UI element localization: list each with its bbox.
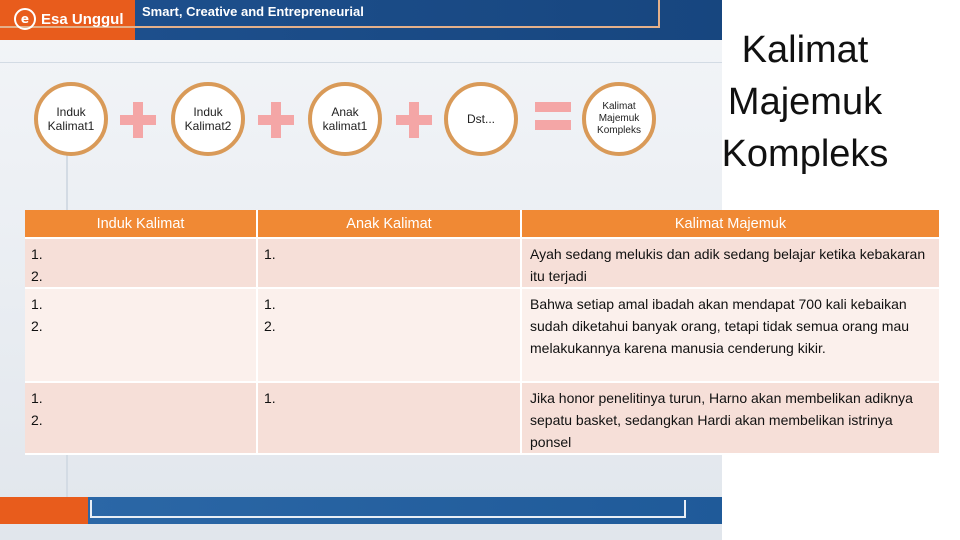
term-result	[582, 82, 656, 156]
column-header-kalimat: Kalimat Majemuk	[522, 210, 941, 239]
logo-text: Esa Unggul	[41, 10, 124, 28]
list-number: 1.	[31, 246, 43, 262]
induk-cell	[25, 383, 258, 455]
slogan: Smart, Creative and Entrepreneurial	[142, 4, 364, 19]
term-label: Induk Kalimat2	[184, 104, 232, 133]
plus-icon	[120, 102, 156, 138]
induk-cell	[25, 289, 258, 383]
list-number: 1.	[31, 390, 43, 406]
examples-table	[25, 210, 941, 455]
list-number: 2.	[31, 268, 43, 284]
column-header-induk: Induk Kalimat	[25, 210, 258, 239]
list-number: 2.	[264, 318, 276, 334]
anak-cell	[258, 289, 522, 383]
list-number: 1.	[264, 390, 276, 406]
list-number: 2.	[31, 318, 43, 334]
table-header-row	[25, 210, 941, 239]
induk-cell	[25, 239, 258, 289]
term-anak-kalimat1	[308, 82, 382, 156]
plus-icon	[258, 102, 294, 138]
term-label: Induk Kalimat1	[47, 104, 95, 133]
kalimat-cell: Ayah sedang melukis dan adik sedang belajar ketika kebakaran itu terjadi	[522, 239, 941, 289]
kalimat-cell: Bahwa setiap amal ibadah akan mendapat 700 kali kebaikan sudah diketahui banyak orang, tetapi tidak semua orang mau melakukannya karena manusia cenderung kikir.	[522, 289, 941, 383]
term-induk-kalimat2	[171, 82, 245, 156]
term-dst	[444, 82, 518, 156]
kalimat-cell: Jika honor penelitinya turun, Harno akan membelikan adiknya sepatu basket, sedangkan Hardi akan membelikan istrinya ponsel	[522, 383, 941, 455]
plus-icon	[396, 102, 432, 138]
list-number: 2.	[31, 412, 43, 428]
table-row	[25, 383, 941, 455]
background-gridline	[0, 62, 722, 63]
anak-cell	[258, 239, 522, 289]
logo-icon: e	[14, 8, 36, 30]
term-label: Kalimat Majemuk Kompleks	[597, 101, 641, 136]
equals-icon	[535, 102, 571, 134]
title-line: Kalimat	[741, 29, 869, 71]
table-row	[25, 289, 941, 383]
university-logo	[0, 0, 135, 38]
title-line: Kompleks	[721, 133, 889, 175]
term-label: Anak kalimat1	[322, 104, 368, 133]
column-header-anak: Anak Kalimat	[258, 210, 522, 239]
table-row	[25, 239, 941, 289]
term-induk-kalimat1	[34, 82, 108, 156]
term-label: Dst...	[466, 111, 495, 126]
list-number: 1.	[264, 246, 276, 262]
list-number: 1.	[264, 296, 276, 312]
title-line: Majemuk	[727, 81, 883, 123]
list-number: 1.	[31, 296, 43, 312]
bottom-banner-frame	[90, 500, 686, 518]
anak-cell	[258, 383, 522, 455]
slide-title	[705, 24, 905, 180]
